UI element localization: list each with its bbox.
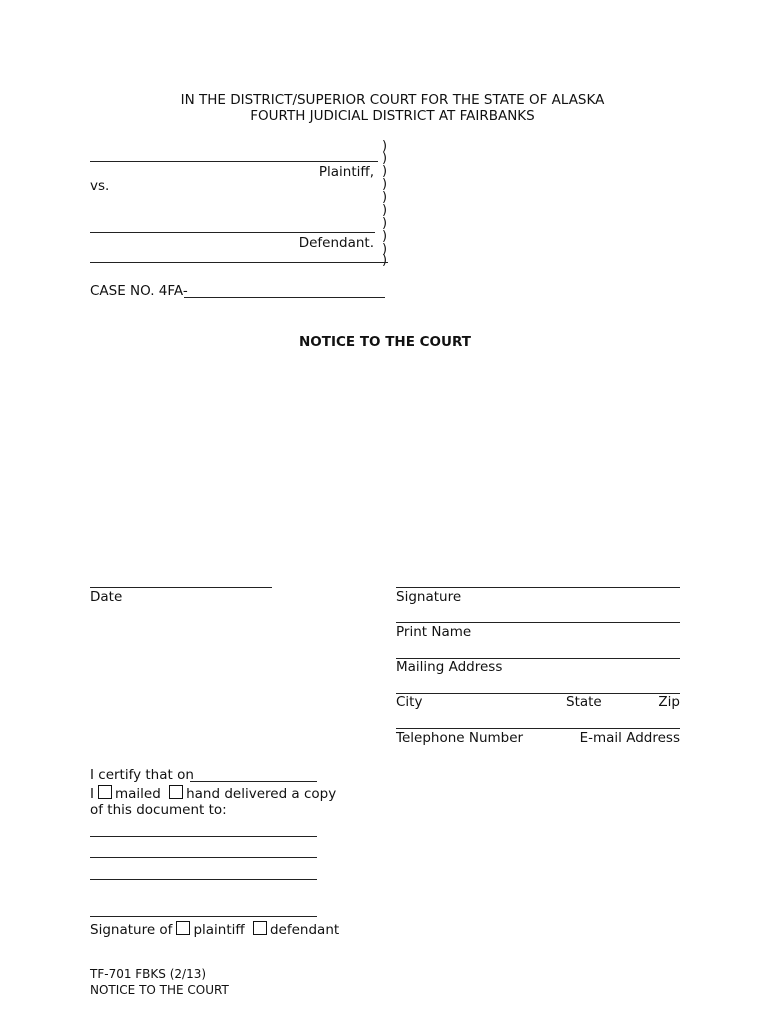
defendant-option-label: defendant — [269, 922, 340, 938]
plaintiff-option-label: plaintiff — [193, 922, 245, 938]
caption-paren: ) — [382, 151, 388, 166]
form-number: TF-701 FBKS (2/13) — [90, 967, 207, 981]
print-name-line[interactable] — [396, 622, 680, 623]
recipient-line[interactable] — [90, 857, 317, 858]
caption-paren: ) — [382, 203, 388, 218]
of-document-label: of this document to: — [90, 802, 227, 818]
signature-of-row — [90, 921, 339, 938]
certificate-signature-line[interactable] — [90, 916, 317, 917]
caption-paren: ) — [382, 177, 388, 192]
defendant-name-line[interactable] — [90, 232, 375, 233]
defendant-label: Defendant. — [298, 235, 374, 251]
certify-label: I certify that on — [90, 767, 194, 783]
date-line[interactable] — [90, 587, 272, 588]
signature-label: Signature — [396, 589, 462, 605]
court-header-line1: IN THE DISTRICT/SUPERIOR COURT FOR THE STATE OF ALASKA — [180, 92, 605, 108]
vs-label: vs. — [90, 178, 110, 194]
service-method-row — [90, 785, 336, 802]
telephone-email-line[interactable] — [396, 728, 680, 729]
hand-delivered-label: hand delivered a copy — [186, 786, 337, 802]
caption-paren: ) — [382, 164, 388, 179]
plaintiff-name-line[interactable] — [90, 161, 378, 162]
caption-paren: ) — [382, 242, 388, 257]
case-number-line[interactable] — [184, 297, 385, 298]
hand-delivered-checkbox[interactable] — [169, 785, 183, 799]
signature-line[interactable] — [396, 587, 680, 588]
email-label: E-mail Address — [579, 730, 680, 746]
i-label: I — [90, 786, 94, 802]
city-label: City — [396, 694, 423, 710]
signature-of-label: Signature of — [90, 922, 173, 938]
case-number-label: CASE NO. 4FA- — [90, 283, 188, 299]
zip-label: Zip — [658, 694, 680, 710]
form-footer-title: NOTICE TO THE COURT — [90, 983, 229, 997]
print-name-label: Print Name — [396, 624, 472, 640]
caption-paren: ) — [382, 229, 388, 244]
recipient-line[interactable] — [90, 836, 317, 837]
certify-date-line[interactable] — [190, 781, 317, 782]
plaintiff-label: Plaintiff, — [318, 164, 374, 180]
mailed-checkbox[interactable] — [98, 785, 112, 799]
caption-bottom-line — [90, 262, 388, 263]
mailed-label: mailed — [114, 786, 161, 802]
mailing-address-label: Mailing Address — [396, 659, 503, 675]
state-label: State — [566, 694, 602, 710]
caption-paren: ) — [382, 253, 388, 268]
defendant-checkbox[interactable] — [253, 921, 267, 935]
caption-paren: ) — [382, 216, 388, 231]
telephone-label: Telephone Number — [396, 730, 524, 746]
plaintiff-checkbox[interactable] — [176, 921, 190, 935]
document-title: NOTICE TO THE COURT — [299, 334, 471, 350]
caption-paren: ) — [382, 139, 388, 154]
date-label: Date — [90, 589, 123, 605]
caption-paren: ) — [382, 190, 388, 205]
court-header-line2: FOURTH JUDICIAL DISTRICT AT FAIRBANKS — [250, 108, 535, 124]
recipient-line[interactable] — [90, 879, 317, 880]
